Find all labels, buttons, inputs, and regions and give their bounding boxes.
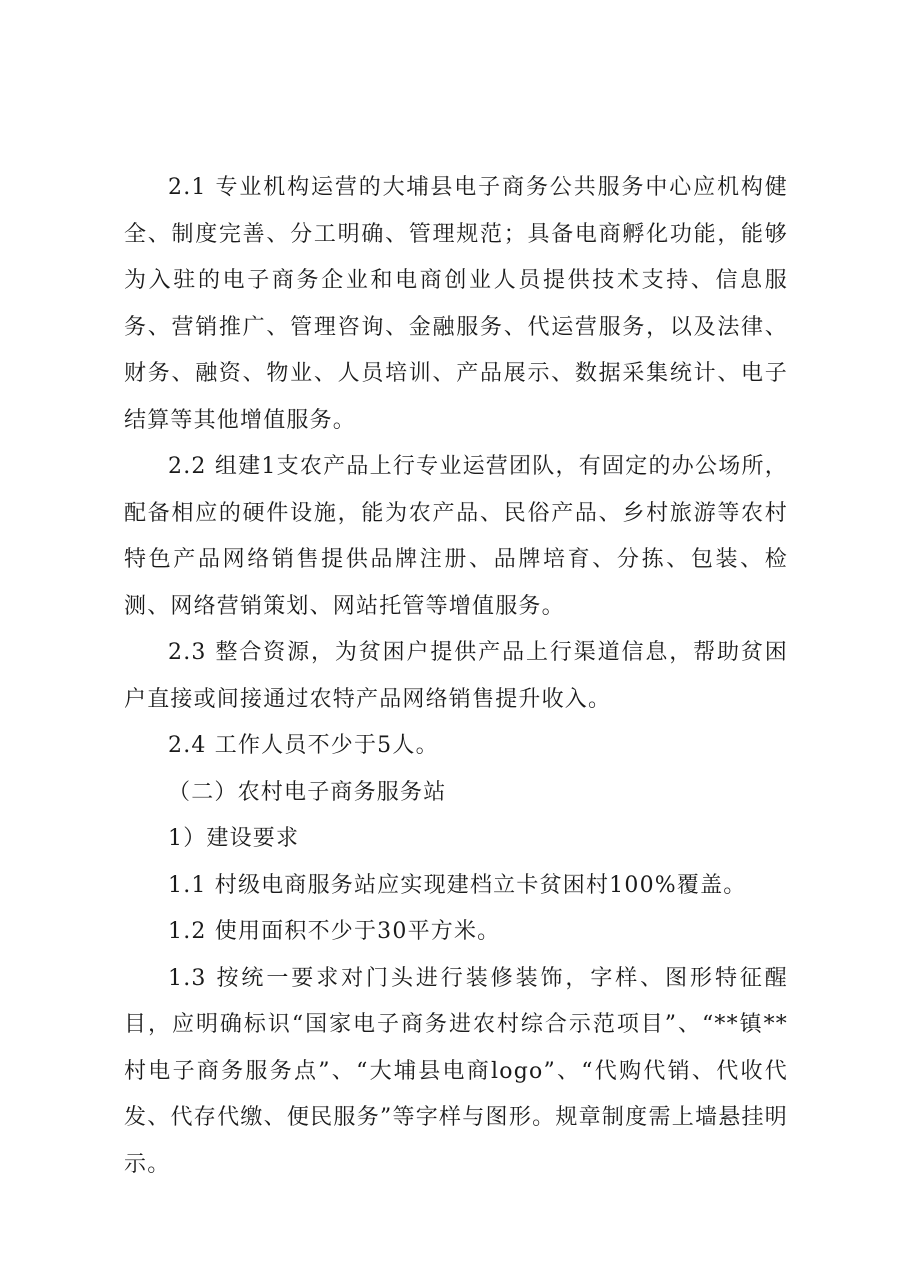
paragraph-2-1: 2.1 专业机构运营的大埔县电子商务公共服务中心应机构健全、制度完善、分工明确、管理规范；具备电商孵化功能，能够为入驻的电子商务企业和电商创业人员提供技术支持、信息服务、营销推广、管理咨询、金融服务、代运营服务，以及法律、财务、融资、物业、人员培训、产品展示、数据采集统计、电子结算等其他增值服务。: [124, 175, 788, 433]
document-body: [124, 165, 788, 1188]
paragraph-2-2: 2.2 组建1支农产品上行专业运营团队，有固定的办公场所，配备相应的硬件设施，能为农产品、民俗产品、乡村旅游等农村特色产品网络销售提供品牌注册、品牌培育、分拣、包装、检测、网络营销策划、网站托管等增值服务。: [124, 454, 788, 619]
paragraph-2-3: 2.3 整合资源，为贫困户提供产品上行渠道信息，帮助贫困户直接或间接通过农特产品网络销售提升收入。: [124, 640, 788, 712]
paragraph-1-3: 1.3 按统一要求对门头进行装修装饰，字样、图形特征醒目，应明确标识“国家电子商务进农村综合示范项目”、“**镇**村电子商务服务点”、“大埔县电商logo”、“代购代销、代收代发、代存代缴、便民服务”等字样与图形。规章制度需上墙悬挂明示。: [124, 965, 788, 1177]
section-heading-service-station: （二）农村电子商务服务站: [168, 779, 447, 805]
paragraph-1-1: 1.1 村级电商服务站应实现建档立卡贫困村100%覆盖。: [168, 872, 747, 898]
paragraph-2-4: 2.4 工作人员不少于5人。: [168, 733, 439, 758]
subheading-construction-requirements: 1）建设要求: [168, 826, 300, 851]
paragraph-1-2: 1.2 使用面积不少于30平方米。: [168, 919, 501, 944]
